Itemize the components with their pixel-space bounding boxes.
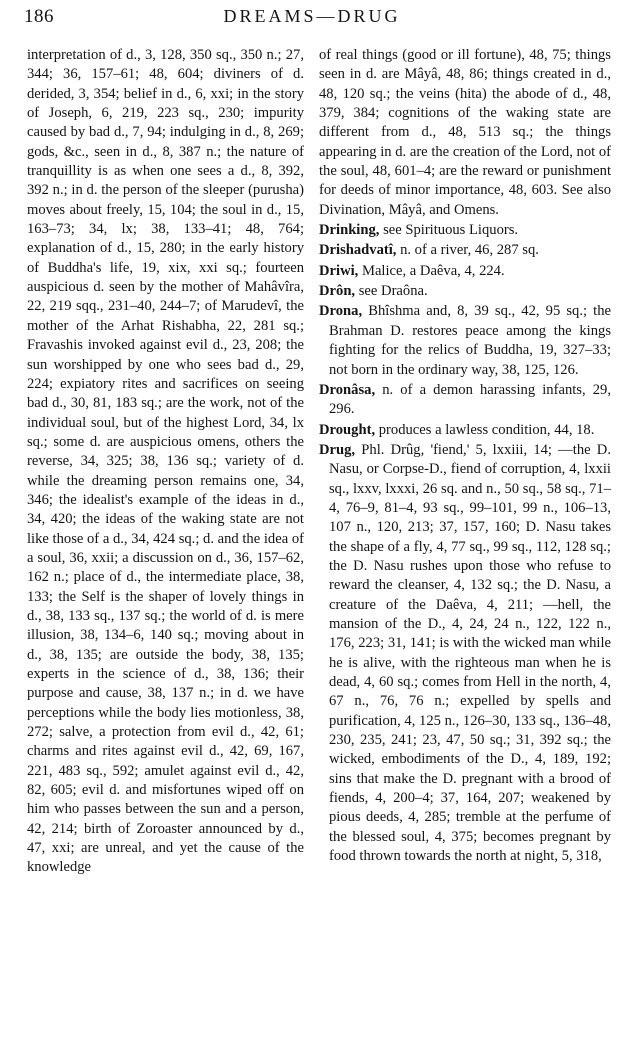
index-entry [319, 421, 611, 440]
entry-headword: Driwi, [319, 262, 359, 279]
index-column-right [319, 46, 611, 867]
index-entry [319, 302, 611, 379]
entry-text: see Draôna. [355, 283, 428, 300]
entry-headword: Drona, [319, 303, 363, 320]
index-entry [319, 381, 611, 420]
entry-text: Malice, a Daêva, 4, 224. [358, 262, 505, 279]
entry-headword: Dronâsa, [319, 381, 376, 398]
page-number: 186 [24, 6, 54, 27]
index-entry [27, 46, 304, 878]
index-entry [319, 241, 611, 260]
entry-headword: Drinking, [319, 222, 380, 239]
entry-headword: Drought, [319, 421, 376, 438]
index-entry [319, 282, 611, 301]
index-entry [319, 262, 611, 281]
entry-headword: Drôn, [319, 283, 356, 300]
index-entry [319, 441, 611, 867]
index-entry [319, 46, 611, 220]
page-header [24, 6, 600, 34]
running-head: DREAMS—DRUG [223, 6, 401, 26]
entry-text: n. of a demon harassing infants, 29, 296. [329, 381, 611, 418]
index-entry [319, 221, 611, 240]
index-column-left [27, 46, 304, 879]
entry-text: of real things (good or ill fortune), 48, 75; things seen in d. are Mâyâ, 48, 86; things created in d., 48, 120 sq.; the veins (hita) the abode of d., 48, 379, 384; cognitions of the waking state are different from d., 48, 513 sq.; the things appearing in d. are the creation of the Lord, not of the soul, 48, 601–4; are the reward or punishment for deeds of minor importance, 48, 603. See also Divination, Mâyâ, and Omens. [319, 47, 611, 218]
entry-text: n. of a river, 46, 287 sq. [396, 242, 539, 259]
entry-text: see Spirituous Liquors. [379, 222, 519, 239]
entry-headword: Drishadvatî, [319, 242, 397, 259]
entry-text: interpretation of d., 3, 128, 350 sq., 350 n.; 27, 344; 36, 157–61; 48, 604; diviners of d. derided, 3, 354; belief in d., 6, xxi; in the story of Joseph, 6, 219, 223 sq., 230; impurity caused by bad d., 7, 94; indulging in d., 8, 269; gods, &c., seen in d., 8, 387 n.; the nature of tranquillity is as when one sees a d., 8, 392, 392 n.; in d. the person of the sleeper (purusha) moves about freely, 15, 104; the soul in d., 15, 163–73; 34, lx; 38, 133–41; 48, 764; explanation of d., 15, 280; in the early history of Buddha's life, 19, xix, xxi sq.; fourteen auspicious d. seen by the mother of Mahâvîra, 22, 219 sqq., 231–40, 244–7; of Marudevî, the mother of the Arhat Rishabha, 22, 281 sq.; Fravashis invoked against evil d., 23, 208; the sun worshipped by one who sees bad d., 29, 224; expiatory rites and sacrifices on seeing bad d., 30, 81, 183 sq.; are the work, not of the individual soul, but of the highest Lord, 34, lx sq.; some d. are auspicious omens, others the reverse, 34, 325; 38, 136 sq.; variety of d. while the dreaming person remains one, 34, 346; the idealist's example of the ideas in d., 34, 420; the ideas of the waking state are not like those of a d., 34, 424 sq.; d. and the idea of a soul, 36, xxii; a discussion on d., 36, 157–62, 162 n.; place of d., the intermediate place, 38, 133; the Self is the shaper of lovely things in d., 38, 133 sq., 137 sq.; the world of d. is mere illusion, 38, 134–6, 140 sq.; moving about in d., 38, 135; are outside the body, 38, 135; experts in the science of d., 38, 136; their purpose and cause, 38, 137 n.; in d. we have perceptions while the body lies motionless, 38, 272; salve, a protection from evil d., 42, 61; charms and rites against evil d., 42, 69, 167, 221, 483 sq., 592; amulet against evil d., 42, 82, 605; evil d. and misfortunes wiped off on him who passes between the sun and a person, 42, 214; birth of Zoroaster announced by d., 47, xxi; are unreal, and yet the cause of the knowledge [27, 47, 304, 876]
entry-text: Bhîshma and, 8, 39 sq., 42, 95 sq.; the Brahman D. restores peace among the kings fighting for the relics of Buddha, 19, 327–33; not born in the ordinary way, 38, 125, 126. [329, 303, 611, 378]
entry-text: produces a lawless condition, 44, 18. [375, 421, 595, 438]
entry-headword: Drug, [319, 441, 356, 458]
entry-text: Phl. Drûg, 'fiend,' 5, lxxiii, 14; —the D. Nasu, or Corpse-D., fiend of corruption, 4, lxxii sq., lxxv, lxxxi, 26 sq. and n., 50 sq., 58 sq., 71–4, 76–9, 81–4, 93 sq., 99–101, 99 n., 106–13, 107 n., 120, 213; 37, 157, 160; D. Nasu takes the shape of a fly, 4, 77 sq., 99 sq., 112, 128 sq.; the D. Nasu rushes upon those who refuse to reward the cleanser, 4, 132 sq.; the D. Nasu, a creature of the Daêva, 4, 211; —hell, the mansion of the D., 4, 24, 24 n., 122, 122 n., 176, 223; 31, 141; is with the wicked man while he is alive, with the righteous man when he is dead, 4, 60 sq.; comes from Hell in the north, 4, 67 n., 76, 76 n.; expelled by spells and purification, 4, 125 n., 126–30, 133 sq., 136–48, 230, 235, 241; 23, 47, 50 sq.; 31, 392 sq.; the wicked, embodiments of the D., 4, 189, 192; sins that make the D. pregnant with a brood of fiends, 4, 200–4; 37, 164, 207; weakened by pious deeds, 4, 285; tremble at the perfume of the blessed soul, 4, 375; becomes pregnant by food thrown towards the north at night, 5, 318, [329, 441, 611, 865]
